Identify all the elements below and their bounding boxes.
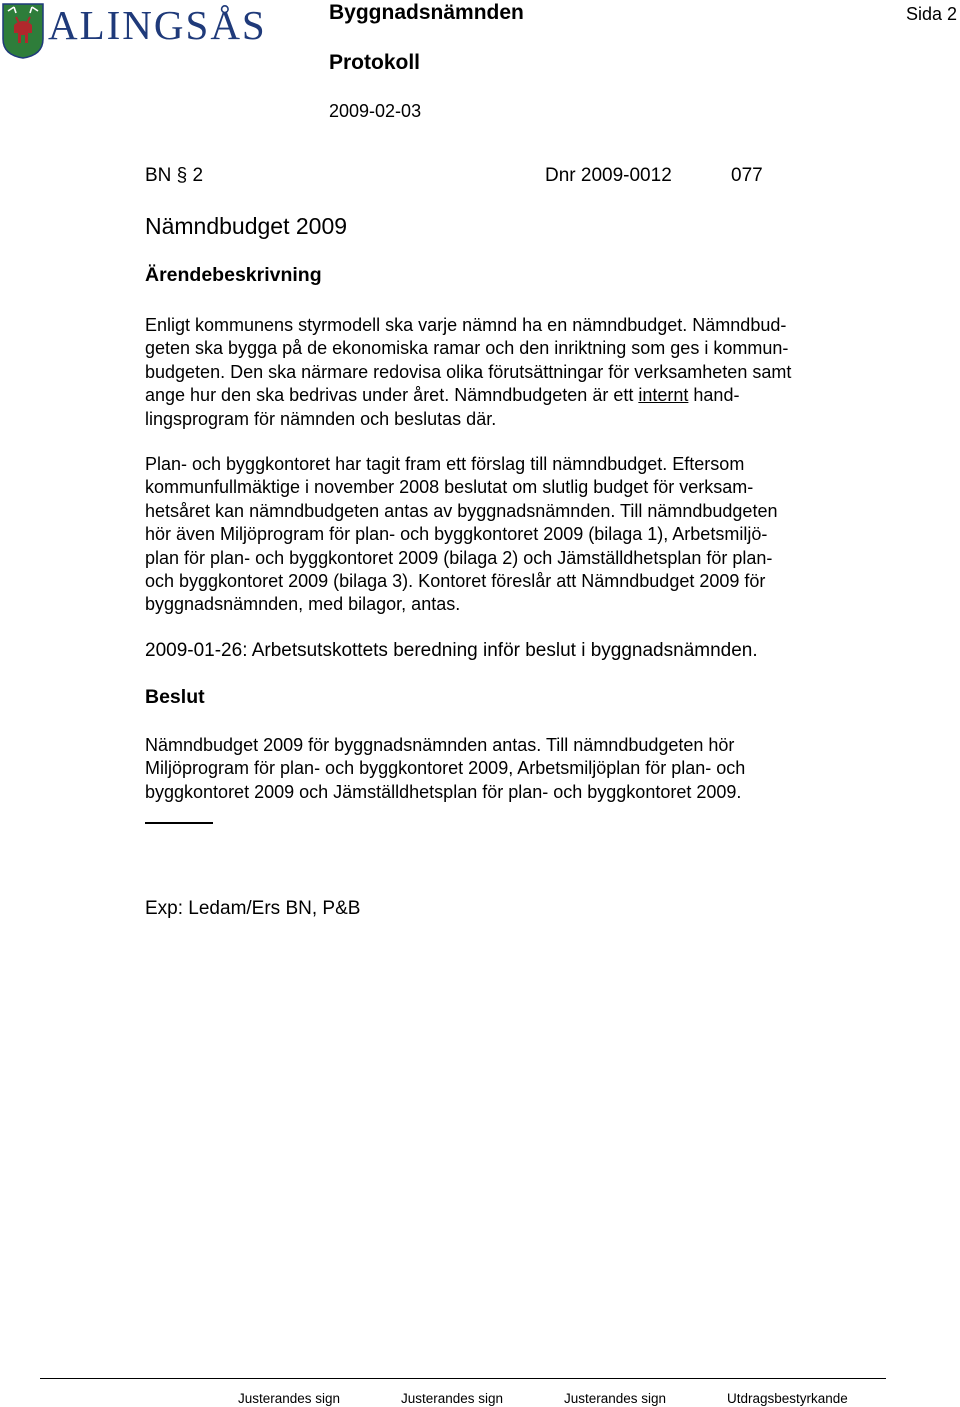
footer-extract: Utdragsbestyrkande [727,1391,848,1406]
decision-heading: Beslut [145,686,205,708]
description-paragraph-1 [145,314,890,431]
meeting-date: 2009-02-03 [329,101,422,121]
decision-paragraph [145,734,890,804]
decision-end-rule [145,822,213,824]
text-line: Nämndbudget 2009 för byggnadsnämnden antas. Till nämndbudgeten hör [145,735,735,755]
footer-sign-3: Justerandes sign [564,1391,667,1406]
document-type: Protokoll [329,51,421,74]
description-paragraph-2 [145,453,890,617]
registration-code: 077 [731,165,763,186]
text-line: Plan- och byggkontoret har tagit fram ett förslag till nämndbudget. Eftersom [145,454,745,474]
description-heading: Ärendebeskrivning [145,264,322,286]
text-line: hetsåret kan nämndbudgeten antas av byggnadsnämnden. Till nämndbudgeten [145,500,778,521]
underlined-word: internt [638,385,689,406]
text-line: budgeten. Den ska närmare redovisa olika förutsättningar för verksamheten samt [145,361,792,382]
alingsas-logo [0,0,267,62]
footer-sign-1: Justerandes sign [238,1391,341,1406]
section-number: BN § 2 [145,165,204,186]
item-title: Nämndbudget 2009 [145,213,348,239]
text-line: kommunfullmäktige i november 2008 beslutat om slutlig budget för verksam- [145,477,754,498]
text-line: geten ska bygga på de ekonomiska ramar och den inriktning som ges i kommun- [145,338,789,359]
preparation-note: 2009-01-26: Arbetsutskottets beredning inför beslut i byggnadsnämnden. [145,640,758,661]
text-line: plan för plan- och byggkontoret 2009 (bilaga 2) och Jämställdhetsplan för plan- [145,547,773,568]
text-line: Miljöprogram för plan- och byggkontoret 2009, Arbetsmiljöplan för plan- och [145,758,746,779]
text-line: byggkontoret 2009 och Jämställdhetsplan för plan- och byggkontoret 2009. [145,781,742,802]
text-line: och byggkontoret 2009 (bilaga 3). Kontoret föreslår att Nämndbudget 2009 för [145,571,766,592]
coat-of-arms-icon [2,3,44,59]
text-line: hör även Miljöprogram för plan- och byggkontoret 2009 (bilaga 1), Arbetsmiljö- [145,524,768,545]
text-line: byggnadsnämnden, med bilagor, antas. [145,594,461,615]
page-number: Sida 2 [906,4,958,24]
text-line: lingsprogram för nämnden och beslutas där. [145,408,497,429]
committee-name: Byggnadsnämnden [329,1,524,24]
registration-number: Dnr 2009-0012 [545,165,672,186]
footer-divider [40,1378,886,1379]
distribution-note: Exp: Ledam/Ers BN, P&B [145,898,361,919]
logo-wordmark: ALINGSÅS [48,2,267,48]
text-line: Enligt kommunens styrmodell ska varje nämnd ha en nämndbudget. Nämndbud- [145,315,787,335]
footer-sign-2: Justerandes sign [401,1391,504,1406]
text-line: ange hur den ska bedrivas under året. Nämndbudgeten är ett internt hand- [145,385,740,406]
